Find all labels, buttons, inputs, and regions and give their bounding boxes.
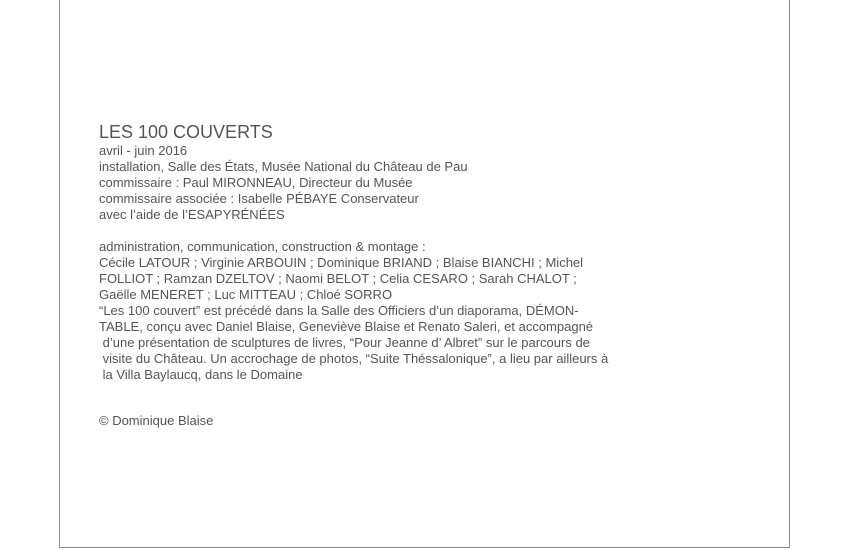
copyright-notice: © Dominique Blaise xyxy=(99,413,214,428)
description-line-3: d’une présentation de sculptures de livres, “Pour Jeanne d’ Albret” sur le parcours de xyxy=(99,335,590,350)
credits-names-1: Cécile LATOUR ; Virginie ARBOUIN ; Dominique BRIAND ; Blaise BIANCHI ; Michel xyxy=(99,255,584,270)
spacer-large xyxy=(99,383,719,413)
associate-curator: commissaire associée : Isabelle PÉBAYE Conservateur xyxy=(99,191,419,206)
description-line-2: TABLE, conçu avec Daniel Blaise, Geneviève Blaise et Renato Saleri, et accompagné xyxy=(99,319,594,334)
exhibition-title: LES 100 COUVERTS xyxy=(99,122,273,142)
exhibition-text xyxy=(99,121,719,429)
description-line-5: la Villa Baylaucq, dans le Domaine xyxy=(99,367,303,382)
description-line-4: visite du Château. Un accrochage de photos, “Suite Théssalonique”, a lieu par ailleurs à xyxy=(99,351,609,366)
exhibition-date: avril - juin 2016 xyxy=(99,143,188,158)
credits-names-3: Gaëlle MENERET ; Luc MITTEAU ; Chloé SORRO xyxy=(99,287,393,302)
installation-location: installation, Salle des États, Musée National du Château de Pau xyxy=(99,159,468,174)
curator: commissaire : Paul MIRONNEAU, Directeur du Musée xyxy=(99,175,413,190)
support-credit: avec l’aide de l’ESAPYRÉNÉES xyxy=(99,207,285,222)
credits-names-2: FOLLIOT ; Ramzan DZELTOV ; Naomi BELOT ; Celia CESARO ; Sarah CHALOT ; xyxy=(99,271,577,286)
description-line-1: “Les 100 couvert” est précédé dans la Salle des Officiers d’un diaporama, DÉMON- xyxy=(99,303,579,318)
credits-heading: administration, communication, construction & montage : xyxy=(99,239,426,254)
spacer xyxy=(99,223,719,239)
